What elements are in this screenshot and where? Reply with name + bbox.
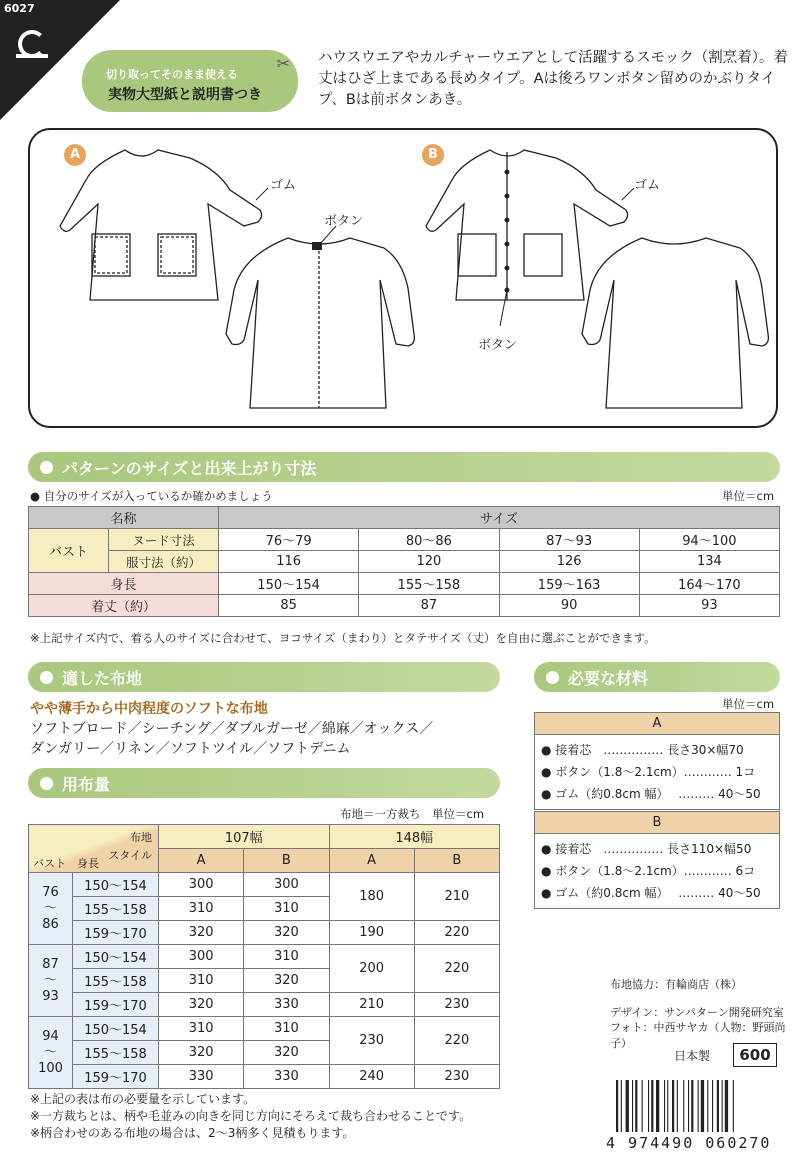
nude-label: ヌード寸法	[109, 529, 219, 551]
yardage-note: 布地＝一方裁ち 単位＝cm	[340, 807, 485, 821]
barcode-icon	[614, 1080, 784, 1138]
style-a-head: A	[329, 849, 414, 873]
barcode-stripe	[698, 1080, 699, 1132]
materials-a-row: ● ゴム（約0.8cm 幅） ……… 40〜50	[541, 787, 761, 801]
style-a-head: A	[159, 849, 244, 873]
barcode-stripe	[712, 1080, 713, 1132]
bust-mid: 〜	[43, 900, 57, 916]
barcode-stripe	[651, 1080, 653, 1132]
brand-logo-bar	[16, 54, 48, 58]
yard-cell: 330	[244, 1065, 329, 1089]
bust-group	[29, 873, 73, 945]
size-cell: 93	[639, 595, 779, 617]
materials-b-box	[534, 811, 780, 909]
yard-cell: 320	[159, 993, 244, 1017]
size-cell: 85	[219, 595, 359, 617]
bust-mid: 〜	[43, 1044, 57, 1060]
callout-button-b: ボタン	[478, 338, 518, 353]
height-cell: 159〜170	[73, 993, 159, 1017]
size-cell: 155〜158	[359, 573, 499, 595]
yard-cell: 310	[244, 897, 329, 921]
garment-drawings	[30, 130, 780, 430]
fabric-list-2: ダンガリー／リネン／ソフトツイル／ソフトデニム	[30, 741, 351, 757]
height-cell: 150〜154	[73, 873, 159, 897]
materials-unit: 単位＝cm	[722, 697, 775, 711]
materials-b-row: ● 接着芯 …………… 長さ110×幅50	[541, 842, 752, 856]
barcode-stripe	[635, 1080, 637, 1132]
size-table	[28, 506, 780, 617]
bust-group	[29, 1017, 73, 1089]
yard-cell: 320	[159, 1041, 244, 1065]
barcode-stripe	[626, 1080, 629, 1132]
barcode-stripe	[664, 1080, 665, 1132]
head-fabric: 布地	[130, 831, 152, 844]
barcode-stripe	[667, 1080, 668, 1132]
pattern-code: 6027	[4, 2, 35, 15]
style-b-head: B	[244, 849, 329, 873]
barcode-stripe	[621, 1080, 622, 1132]
size-unit: 単位＝cm	[722, 489, 775, 503]
bust-top: 87	[42, 956, 59, 972]
pattern-badge	[82, 50, 298, 112]
bust-group	[29, 945, 73, 1017]
size-cell: 94〜100	[639, 529, 779, 551]
height-label: 身長	[29, 573, 219, 595]
barcode-stripe	[656, 1080, 659, 1132]
yard-cell: 220	[414, 945, 499, 993]
scissors-icon: ✂	[276, 54, 290, 73]
fabric-section-title: 適した布地	[62, 669, 143, 688]
callout-gomu-b: ゴム	[634, 178, 661, 193]
barcode-stripe	[648, 1080, 649, 1132]
bullet-icon	[40, 777, 53, 790]
size-footnote: ※上記サイズ内で、着る人のサイズに合わせて、ヨコサイズ（まわり）とタテサイズ（丈）を自由に選ぶことができます。	[30, 631, 656, 645]
bust-bot: 86	[42, 916, 59, 932]
yard-cell: 310	[159, 969, 244, 993]
size-section-title: パターンのサイズと出来上がり寸法	[62, 459, 317, 478]
bullet-icon	[40, 461, 53, 474]
yardage-section-title: 用布量	[62, 775, 111, 794]
barcode-number: 4 974490 060270	[606, 1134, 772, 1152]
length-label: 着丈（約）	[29, 595, 219, 617]
barcode-stripe	[683, 1080, 684, 1132]
fabric-section-header	[28, 662, 500, 692]
barcode-stripe	[688, 1080, 689, 1132]
size-head-size: サイズ	[219, 507, 780, 529]
barcode-stripe	[642, 1080, 643, 1132]
price-box: 600	[733, 1043, 777, 1067]
barcode-stripe	[701, 1080, 704, 1132]
size-cell: 126	[499, 551, 639, 573]
callout-gomu-a: ゴム	[270, 178, 297, 193]
style-a-tag: A	[64, 144, 86, 166]
height-cell: 155〜158	[73, 969, 159, 993]
yard-cell: 200	[329, 945, 414, 993]
size-cell: 116	[219, 551, 359, 573]
height-cell: 159〜170	[73, 1065, 159, 1089]
materials-a-row: ● ボタン（1.8〜2.1cm）………… 1コ	[541, 765, 756, 779]
yard-cell: 320	[244, 969, 329, 993]
size-check-note: ● 自分のサイズが入っているか確かめましょう	[30, 489, 273, 503]
bust-bot: 93	[42, 988, 59, 1004]
bust-mid: 〜	[43, 972, 57, 988]
materials-section-header	[534, 662, 780, 692]
style-b-tag: B	[422, 144, 444, 166]
yard-cell: 190	[329, 921, 414, 945]
size-cell: 150〜154	[219, 573, 359, 595]
head-height: 身長	[77, 857, 99, 870]
yard-cell: 210	[414, 873, 499, 921]
bust-bot: 100	[38, 1060, 63, 1076]
yard-cell: 240	[329, 1065, 414, 1089]
size-cell: 80〜86	[359, 529, 499, 551]
barcode-stripe	[632, 1080, 633, 1132]
yard-cell: 220	[414, 1017, 499, 1065]
yardage-table	[28, 824, 500, 1089]
size-cell: 76〜79	[219, 529, 359, 551]
materials-a-box	[534, 712, 780, 810]
height-cell: 150〜154	[73, 945, 159, 969]
fabric-headline: やや薄手から中肉程度のソフトな布地	[30, 701, 268, 717]
barcode-stripe	[691, 1080, 693, 1132]
garment-label: 服寸法（約）	[109, 551, 219, 573]
size-cell: 120	[359, 551, 499, 573]
yard-cell: 330	[244, 993, 329, 1017]
yard-cell: 300	[159, 945, 244, 969]
barcode-stripe	[733, 1080, 734, 1132]
yard-cell: 300	[159, 873, 244, 897]
size-cell: 90	[499, 595, 639, 617]
yard-cell: 320	[244, 1041, 329, 1065]
height-cell: 159〜170	[73, 921, 159, 945]
yard-cell: 310	[159, 897, 244, 921]
bust-top: 76	[42, 884, 59, 900]
barcode-stripe	[717, 1080, 719, 1132]
yard-cell: 320	[159, 921, 244, 945]
style-b-head: B	[414, 849, 499, 873]
made-in: 日本製	[674, 1049, 711, 1063]
height-cell: 155〜158	[73, 1041, 159, 1065]
bust-label: バスト	[29, 529, 109, 573]
yard-cell: 230	[329, 1017, 414, 1065]
badge-title: 実物大型紙と説明書つき	[108, 87, 262, 103]
yard-cell: 320	[244, 921, 329, 945]
badge-subtitle: 切り取ってそのまま使える	[106, 68, 238, 81]
credit-fabric: 布地協力：有輪商店（株）	[610, 978, 742, 991]
width-148: 148幅	[329, 825, 500, 849]
size-cell: 164〜170	[639, 573, 779, 595]
barcode-stripe	[677, 1080, 678, 1132]
head-style: スタイル	[108, 849, 152, 862]
width-107: 107幅	[159, 825, 330, 849]
yard-cell: 230	[414, 1065, 499, 1089]
callout-button-a: ボタン	[324, 214, 364, 229]
yard-cell: 310	[244, 1017, 329, 1041]
illustration-box	[28, 128, 778, 428]
height-cell: 150〜154	[73, 1017, 159, 1041]
size-cell: 159〜163	[499, 573, 639, 595]
yardage-foot-1: ※上記の表は布の必要量を示しています。	[30, 1092, 256, 1106]
materials-a-head: A	[535, 713, 779, 735]
materials-b-row: ● ゴム（約0.8cm 幅） ……… 40〜50	[541, 886, 761, 900]
size-cell: 87〜93	[499, 529, 639, 551]
yard-cell: 210	[329, 993, 414, 1017]
fabric-list-1: ソフトブロード／シーチング／ダブルガーゼ／綿麻／オックス／	[30, 721, 434, 737]
yard-cell: 310	[159, 1017, 244, 1041]
yardage-foot-3: ※柄合わせのある布地の場合は、2〜3柄多く見積もります。	[30, 1126, 355, 1140]
intro-text: ハウスウエアやカルチャーウエアとして活躍するスモック（割烹着）。着丈はひざ上まである長めタイプ。Aは後ろワンボタン留めのかぶりタイプ、Bは前ボタンあき。	[318, 50, 788, 108]
head-bust: バスト	[33, 857, 66, 870]
materials-a-row: ● 接着芯 …………… 長さ30×幅70	[541, 743, 744, 757]
yardage-corner-cell	[29, 825, 159, 873]
size-cell: 87	[359, 595, 499, 617]
materials-section-title: 必要な材料	[568, 669, 649, 688]
bullet-icon	[40, 671, 53, 684]
bust-top: 94	[42, 1028, 59, 1044]
barcode-stripe	[707, 1080, 708, 1132]
barcode-stripe	[725, 1080, 728, 1132]
credit-design: デザイン：サンパターン開発研究室	[610, 1006, 784, 1019]
yardage-section-header	[28, 768, 500, 798]
yard-cell: 230	[414, 993, 499, 1017]
size-head-name: 名称	[29, 507, 219, 529]
barcode-stripe	[616, 1080, 618, 1132]
size-cell: 134	[639, 551, 779, 573]
height-cell: 155〜158	[73, 897, 159, 921]
yard-cell: 330	[159, 1065, 244, 1089]
materials-b-head: B	[535, 812, 779, 834]
yard-cell: 310	[244, 945, 329, 969]
barcode-stripe	[722, 1080, 723, 1132]
yard-cell: 180	[329, 873, 414, 921]
yard-cell: 300	[244, 873, 329, 897]
yard-cell: 220	[414, 921, 499, 945]
credit-photo: フォト：中西サヤカ（人物：野頭尚子）	[610, 1021, 786, 1050]
bullet-icon	[546, 671, 559, 684]
barcode-stripe	[672, 1080, 674, 1132]
yardage-foot-2: ※一方裁ちとは、柄や毛並みの向きを同じ方向にそろえて裁ち合わせることです。	[30, 1109, 472, 1123]
size-section-header	[28, 452, 780, 482]
materials-b-row: ● ボタン（1.8〜2.1cm）………… 6コ	[541, 864, 756, 878]
